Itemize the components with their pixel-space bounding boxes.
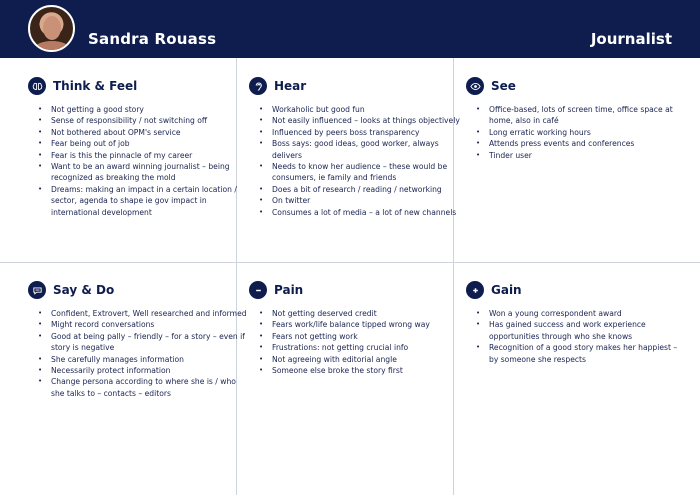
- list-item: • Good at being pally – friendly – for a story – even if story is negative: [38, 331, 250, 354]
- list-item: • Not agreeing with editorial angle: [259, 354, 471, 365]
- list-item: • Might record conversations: [38, 319, 250, 330]
- persona-header: [0, 0, 700, 58]
- section-see: [466, 76, 688, 161]
- divider: [0, 262, 700, 263]
- list-item: • Fears work/life balance tipped wrong way: [259, 319, 471, 330]
- list-item: • Attends press events and conferences: [476, 138, 688, 149]
- speech-bubble-icon: [28, 281, 46, 299]
- list-item: • Boss says: good ideas, good worker, always delivers: [259, 138, 471, 161]
- item-list: [38, 104, 250, 218]
- plus-icon: [466, 281, 484, 299]
- list-item: • Frustrations: not getting crucial info: [259, 342, 471, 353]
- list-item: • Not easily influenced – looks at things objectively: [259, 115, 471, 126]
- list-item: • Not getting a good story: [38, 104, 250, 115]
- list-item: • She carefully manages information: [38, 354, 250, 365]
- ear-icon: [249, 77, 267, 95]
- list-item: • Dreams: making an impact in a certain location / sector, agenda to shape ie gov impact in international development: [38, 184, 250, 218]
- minus-icon: [249, 281, 267, 299]
- list-item: • Office-based, lots of screen time, office space at home, also in café: [476, 104, 688, 127]
- avatar: [28, 5, 75, 52]
- persona-role: Journalist: [590, 30, 672, 48]
- brain-icon: [28, 77, 46, 95]
- list-item: • Want to be an award winning journalist – being recognized as breaking the mold: [38, 161, 250, 184]
- list-item: • Fear is this the pinnacle of my career: [38, 150, 250, 161]
- section-title: Hear: [274, 79, 307, 93]
- list-item: • Won a young correspondent award: [476, 308, 688, 319]
- list-item: • Consumes a lot of media – a lot of new channels: [259, 207, 471, 218]
- section-think-feel: [28, 76, 250, 218]
- list-item: • Necessarily protect information: [38, 365, 250, 376]
- section-title: See: [491, 79, 516, 93]
- list-item: • Not bothered about OPM's service: [38, 127, 250, 138]
- list-item: • Fear being out of job: [38, 138, 250, 149]
- section-hear: [249, 76, 471, 218]
- section-say-do: [28, 280, 250, 399]
- section-gain: [466, 280, 688, 365]
- section-title: Gain: [491, 283, 522, 297]
- list-item: • Confident, Extrovert, Well researched and informed: [38, 308, 250, 319]
- persona-name: Sandra Rouass: [88, 30, 217, 48]
- item-list: [38, 308, 250, 399]
- list-item: • Workaholic but good fun: [259, 104, 471, 115]
- list-item: • Recognition of a good story makes her happiest – by someone she respects: [476, 342, 688, 365]
- section-title: Say & Do: [53, 283, 115, 297]
- item-list: [476, 104, 688, 161]
- list-item: • Needs to know her audience – these would be consumers, ie family and friends: [259, 161, 471, 184]
- item-list: [259, 104, 471, 218]
- list-item: • Someone else broke the story first: [259, 365, 471, 376]
- list-item: • Change persona according to where she is / who she talks to – contacts – editors: [38, 376, 250, 399]
- section-title: Think & Feel: [53, 79, 138, 93]
- list-item: • Sense of responsibility / not switching off: [38, 115, 250, 126]
- list-item: • Tinder user: [476, 150, 688, 161]
- eye-icon: [466, 77, 484, 95]
- empathy-map-grid: [0, 58, 700, 495]
- list-item: • Not getting deserved credit: [259, 308, 471, 319]
- item-list: [259, 308, 471, 376]
- list-item: • Influenced by peers boss transparency: [259, 127, 471, 138]
- list-item: • Has gained success and work experience opportunities through who she knows: [476, 319, 688, 342]
- list-item: • Does a bit of research / reading / networking: [259, 184, 471, 195]
- list-item: • On twitter: [259, 195, 471, 206]
- list-item: • Long erratic working hours: [476, 127, 688, 138]
- section-title: Pain: [274, 283, 304, 297]
- item-list: [476, 308, 688, 365]
- list-item: • Fears not getting work: [259, 331, 471, 342]
- section-pain: [249, 280, 471, 376]
